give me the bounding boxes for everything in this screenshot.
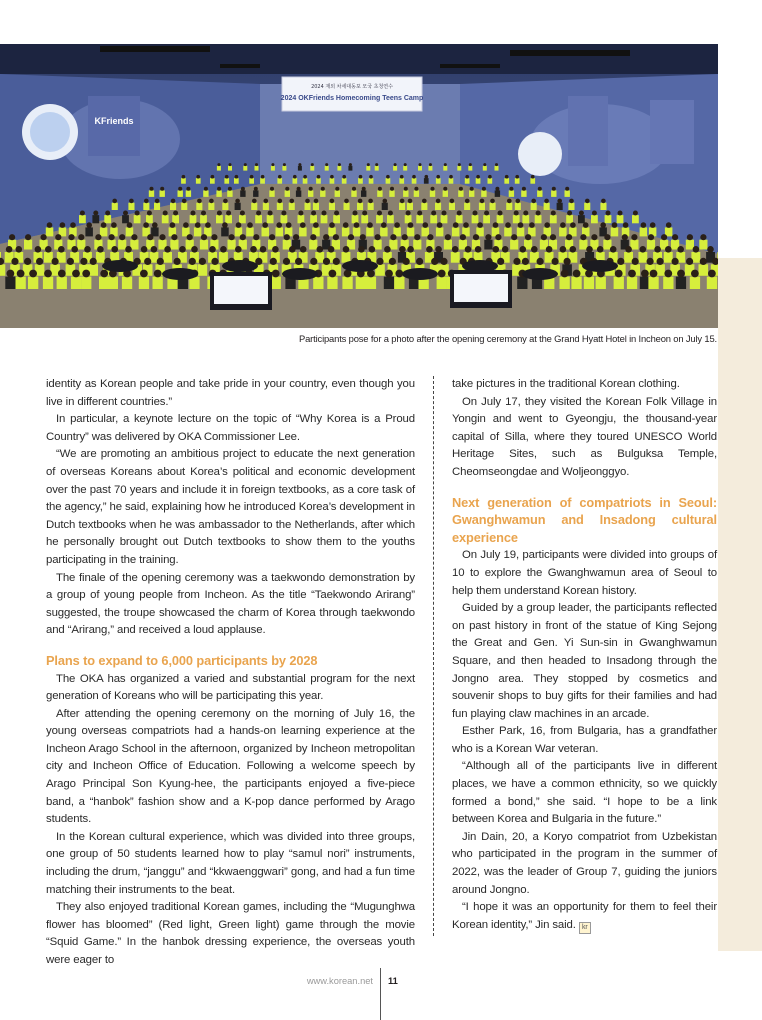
- participant: [407, 227, 415, 236]
- participant: [219, 252, 228, 263]
- side-banner-left: [88, 96, 140, 156]
- paragraph: On July 17, they visited the Korean Folk Village in Yongin and went to Gyeongju, the thousand-year capital of Silla, where they toured UNESCO World Heritage Sites, such as Bulguksa Temple, Cheomseongdae and Woljeonggyo.: [452, 395, 717, 478]
- participant: [313, 203, 319, 210]
- participant: [441, 215, 448, 223]
- side-banner-text: KFriends: [94, 116, 134, 126]
- participant: [203, 190, 208, 197]
- participant: [320, 190, 325, 197]
- participant: [611, 227, 619, 236]
- participant: [255, 215, 262, 223]
- participant: [707, 277, 717, 289]
- participant: [342, 178, 347, 184]
- participant: [269, 190, 274, 197]
- participant: [5, 277, 15, 289]
- participant: [413, 240, 421, 250]
- participant: [108, 277, 118, 289]
- participant: [342, 277, 352, 289]
- participant: [521, 190, 526, 197]
- participant: [369, 178, 374, 184]
- participant: [303, 178, 308, 184]
- participant: [531, 203, 537, 210]
- participant: [647, 240, 655, 250]
- participant: [351, 190, 356, 197]
- participant: [146, 215, 153, 223]
- participant: [170, 240, 178, 250]
- participant: [329, 203, 335, 210]
- paragraph: “We are promoting an ambitious project to educate the next generation of overseas Koreans about Korea’s political and economic development over the past 70 years and include it in foreign textbooks, as a core task of the agency,” he said, explaining how he introduced Korea’s development in Dutch textbooks when he was ambassador to the Netherlands, after which he personally brought out Dutch textbooks to show them to the youths participating in the training.: [46, 448, 415, 566]
- participant: [377, 190, 382, 197]
- camp-banner: [282, 77, 422, 111]
- participant: [412, 178, 417, 184]
- participant: [430, 190, 435, 197]
- participant: [342, 252, 351, 263]
- participant: [276, 227, 284, 236]
- participant: [422, 227, 430, 236]
- participant: [128, 203, 134, 210]
- participant: [243, 166, 247, 171]
- paragraph: “Although all of the participants live in different places, we have a common ethnicity, so we quickly formed a bond,” she said. “I hope to be a link between Korea and Bulgaria in the future.”: [452, 760, 717, 826]
- participant: [208, 203, 214, 210]
- participant: [407, 203, 413, 210]
- participant: [495, 190, 500, 197]
- participant: [437, 277, 447, 289]
- participant: [464, 203, 470, 210]
- participant: [399, 203, 405, 210]
- participant: [348, 166, 352, 171]
- participant: [118, 240, 126, 250]
- participant: [510, 240, 518, 250]
- participant: [282, 166, 286, 171]
- participant: [100, 227, 108, 236]
- participant: [327, 277, 337, 289]
- paragraph: In particular, a keynote lecture on the topic of “Why Korea is a Proud Country” was delivered by OKA Commissioner Lee.: [46, 413, 415, 443]
- participant: [240, 190, 245, 197]
- participant: [310, 166, 314, 171]
- participant: [262, 227, 270, 236]
- participant: [418, 166, 422, 171]
- participant: [568, 203, 574, 210]
- participant: [216, 215, 223, 223]
- participant: [228, 166, 232, 171]
- participant: [190, 215, 197, 223]
- participant: [640, 227, 648, 236]
- participant: [217, 166, 221, 171]
- participant: [281, 215, 288, 223]
- round-table: [582, 260, 618, 272]
- participant: [469, 190, 474, 197]
- participant: [584, 203, 590, 210]
- participant: [160, 190, 165, 197]
- article-left-column: [46, 376, 415, 970]
- round-table: [102, 260, 138, 272]
- participant: [690, 277, 700, 289]
- participant: [85, 227, 93, 236]
- participant: [251, 203, 257, 210]
- participant: [309, 240, 317, 250]
- participant: [483, 215, 490, 223]
- round-table: [282, 268, 318, 280]
- round-table: [522, 268, 558, 280]
- participant: [198, 264, 208, 276]
- participant: [358, 178, 363, 184]
- participant: [46, 227, 54, 236]
- participant: [376, 215, 383, 223]
- participant: [513, 215, 520, 223]
- participant: [221, 227, 229, 236]
- participant: [234, 178, 239, 184]
- participant: [414, 190, 419, 197]
- paragraph: In the Korean cultural experience, which was divided into three groups, one group of 50 students learned how to play “samul nori” instruments, including the drum, “janggu” and “kkwaenggwari” gong, and had a fun time matching their instruments to the beat.: [46, 830, 415, 896]
- participant: [79, 215, 86, 223]
- participant: [366, 166, 370, 171]
- participant: [424, 178, 429, 184]
- participant: [509, 190, 514, 197]
- participant: [186, 190, 191, 197]
- participant: [77, 240, 85, 250]
- participant: [456, 215, 463, 223]
- participant: [537, 190, 542, 197]
- participant: [504, 227, 512, 236]
- participant: [357, 203, 363, 210]
- paragraph: The finale of the opening ceremony was a taekwondo demonstration by a group of young people from Incheon. As the title “Taekwondo Arirang” suggested, the troupe showcased the charm of Korea through taekwondo and “Arirang,” and received a loud applause.: [46, 571, 415, 637]
- paragraph: Esther Park, 16, from Bulgaria, has a grandfather who is a Korean War veteran.: [452, 725, 717, 755]
- participant: [444, 240, 452, 250]
- participant: [393, 166, 397, 171]
- column-divider: [433, 376, 434, 936]
- participant: [497, 215, 504, 223]
- paragraph-text: “I hope it was an opportunity for them to feel their Korean identity,” Jin said.: [452, 901, 717, 931]
- participant: [263, 203, 269, 210]
- participant: [451, 252, 460, 263]
- participant: [96, 252, 105, 263]
- participant: [228, 240, 236, 250]
- participant: [699, 240, 707, 250]
- participant: [596, 277, 606, 289]
- participant: [149, 190, 154, 197]
- participant: [246, 227, 254, 236]
- participant: [428, 166, 432, 171]
- participant: [430, 215, 437, 223]
- section-heading: Plans to expand to 6,000 participants by 2028: [46, 652, 318, 668]
- participant: [296, 190, 301, 197]
- participant: [310, 215, 317, 223]
- paragraph: After attending the opening ceremony on the morning of July 16, the young overseas compatriots had a hands-on learning experience at the Incheon Arago School in the afternoon, organized by Incheon metropolitan city and Incheon Office of Education. Following a welcome speech by Arago Principal Son Kyung-hee, the participants enjoyed a five-piece band, a “hanbok” fashion show and a K-pop dance performed by Arago students.: [46, 707, 415, 826]
- participant: [196, 203, 202, 210]
- participant: [222, 203, 228, 210]
- participant: [112, 203, 118, 210]
- participant: [200, 240, 208, 250]
- participant: [172, 215, 179, 223]
- participant: [271, 277, 281, 289]
- participant: [517, 277, 527, 289]
- participant: [578, 215, 585, 223]
- beige-margin-strip: [718, 258, 762, 951]
- participant: [361, 215, 368, 223]
- participant: [535, 215, 542, 223]
- participant: [271, 166, 275, 171]
- participant: [181, 178, 186, 184]
- participant: [139, 277, 149, 289]
- participant: [591, 215, 598, 223]
- participant: [298, 215, 305, 223]
- paragraph: They also enjoyed traditional Korean games, including the “Mugunghwa flower has bloomed” (Red light, Green light) game through the movie “Squid Game.” In the hanbok dressing experience, the overseas youth were eager to: [46, 901, 415, 966]
- participant: [515, 203, 521, 210]
- participant: [342, 227, 350, 236]
- participant: [163, 252, 172, 263]
- participant: [530, 178, 535, 184]
- participant: [366, 227, 374, 236]
- participant: [479, 203, 485, 210]
- participant: [308, 190, 313, 197]
- participant: [24, 240, 32, 250]
- participant: [436, 227, 444, 236]
- participant: [664, 252, 673, 263]
- participant: [504, 178, 509, 184]
- participant: [200, 215, 207, 223]
- participant: [57, 277, 67, 289]
- participant: [550, 215, 557, 223]
- participant: [366, 277, 376, 289]
- participant: [81, 277, 91, 289]
- participant: [403, 166, 407, 171]
- participant: [648, 277, 658, 289]
- participant: [638, 252, 647, 263]
- participant: [344, 203, 350, 210]
- participant: [253, 190, 258, 197]
- participant: [472, 215, 479, 223]
- participant: [337, 166, 341, 171]
- footer-url[interactable]: www.korean.net: [306, 976, 373, 986]
- participant: [560, 277, 570, 289]
- participant: [285, 190, 290, 197]
- paragraph: Guided by a group leader, the participants reflected on past history in front of the statue of King Sejong the Great and Gen. Yi Sun-sin in Gwanghwamun Square, and then headed to Insadong through the Jongno area. They stopped by cosmetics and souvenir shops to buy gifts for their families and had fun playing claw machines in an arcade.: [452, 602, 717, 720]
- participant: [225, 215, 232, 223]
- paragraph: [452, 899, 717, 934]
- participant: [600, 203, 606, 210]
- participant: [584, 277, 594, 289]
- participant: [495, 166, 499, 171]
- participant: [490, 203, 496, 210]
- page-number: 11: [388, 976, 398, 986]
- participant: [267, 215, 274, 223]
- participant: [361, 190, 366, 197]
- participant: [235, 203, 241, 210]
- participant: [305, 203, 311, 210]
- participant: [443, 190, 448, 197]
- participant: [333, 215, 340, 223]
- participant: [289, 203, 295, 210]
- round-table: [222, 260, 258, 272]
- participant: [178, 190, 183, 197]
- participant: [579, 240, 587, 250]
- footer-rule: [380, 968, 381, 1020]
- participant: [387, 215, 394, 223]
- participant: [416, 215, 423, 223]
- photo-caption: Participants pose for a photo after the opening ceremony at the Grand Hyatt Hotel in Incheon on July 15.: [299, 333, 717, 344]
- participant: [389, 190, 394, 197]
- participant: [224, 178, 229, 184]
- participant: [325, 166, 329, 171]
- participant: [43, 277, 53, 289]
- participant: [627, 277, 637, 289]
- participant: [181, 203, 187, 210]
- participant: [255, 166, 259, 171]
- participant: [71, 277, 81, 289]
- participant: [405, 215, 412, 223]
- participant: [380, 227, 388, 236]
- participant: [216, 190, 221, 197]
- participant: [352, 215, 359, 223]
- event-group-photo: [0, 44, 718, 328]
- participant: [515, 178, 520, 184]
- participant: [0, 264, 5, 276]
- paragraph: take pictures in the traditional Korean clothing.: [452, 378, 680, 390]
- participant: [293, 178, 298, 184]
- article-right-column: [452, 376, 717, 934]
- end-mark-icon: kr: [579, 922, 591, 934]
- participant: [375, 166, 379, 171]
- participant: [686, 240, 694, 250]
- participant: [104, 215, 111, 223]
- participant: [126, 227, 134, 236]
- paragraph: On July 19, participants were divided into groups of 10 to explore the Gwanghwamun area of Seoul to help them understand Korean history.: [452, 549, 717, 597]
- participant: [356, 277, 366, 289]
- participant: [330, 178, 335, 184]
- participant: [321, 215, 328, 223]
- participant: [465, 178, 470, 184]
- participant: [196, 178, 201, 184]
- participant: [443, 166, 447, 171]
- participant: [44, 252, 53, 263]
- round-table: [162, 268, 198, 280]
- participant: [313, 277, 323, 289]
- participant: [663, 277, 673, 289]
- participant: [153, 277, 163, 289]
- participant: [557, 203, 563, 210]
- section-heading: Next generation of compatriots in Seoul: Gwanghwamun and Insadong cultural experience: [452, 494, 717, 545]
- group-photo-illustration: [0, 44, 718, 328]
- participant: [210, 178, 215, 184]
- participant: [260, 178, 265, 184]
- participant: [458, 190, 463, 197]
- participant: [227, 190, 232, 197]
- participant: [399, 178, 404, 184]
- participant: [403, 190, 408, 197]
- participant: [353, 227, 361, 236]
- participant: [566, 215, 573, 223]
- paragraph: Jin Dain, 20, a Koryo compatriot from Uzbekistan who participated in the program in the summer of 2022, was the leader of Group 7, guiding the juniors around Jongno.: [452, 830, 717, 896]
- participant: [699, 264, 709, 276]
- participant: [435, 203, 441, 210]
- participant: [170, 203, 176, 210]
- participant: [162, 215, 169, 223]
- participant: [559, 227, 567, 236]
- participant: [122, 277, 132, 289]
- participant: [298, 166, 302, 171]
- participant: [134, 215, 141, 223]
- round-table: [402, 268, 438, 280]
- banner-line1: 2024 재외 차세대동포 모국 초청연수: [311, 84, 393, 90]
- participant: [154, 203, 160, 210]
- participant: [551, 190, 556, 197]
- participant: [389, 240, 397, 250]
- participant: [277, 178, 282, 184]
- participant: [368, 203, 374, 210]
- participant: [517, 227, 525, 236]
- participant: [28, 277, 38, 289]
- participant: [614, 277, 624, 289]
- participant: [522, 215, 529, 223]
- participant: [382, 203, 388, 210]
- round-table: [342, 260, 378, 272]
- participant: [143, 203, 149, 210]
- participant: [476, 178, 481, 184]
- participant: [468, 166, 472, 171]
- participant: [335, 190, 340, 197]
- participant: [277, 203, 283, 210]
- participant: [457, 166, 461, 171]
- participant: [299, 227, 307, 236]
- participant: [617, 215, 624, 223]
- participant: [544, 203, 550, 210]
- participant: [436, 178, 441, 184]
- participant: [571, 277, 581, 289]
- participant: [122, 215, 129, 223]
- banner-line2: 2024 OKFriends Homecoming Teens Camp: [280, 95, 424, 102]
- paragraph: identity as Korean people and take pride in your country, even though you live in different countries.”: [46, 378, 415, 408]
- participant: [632, 215, 639, 223]
- participant: [249, 178, 254, 184]
- participant: [484, 240, 492, 250]
- participant: [394, 277, 404, 289]
- participant: [565, 190, 570, 197]
- participant: [605, 215, 612, 223]
- participant: [449, 203, 455, 210]
- participant: [316, 178, 321, 184]
- participant: [239, 215, 246, 223]
- participant: [421, 203, 427, 210]
- participant: [16, 277, 26, 289]
- participant: [92, 215, 99, 223]
- participant: [384, 277, 394, 289]
- participant: [194, 227, 202, 236]
- participant: [386, 178, 391, 184]
- participant: [488, 178, 493, 184]
- participant: [506, 203, 512, 210]
- participant: [449, 178, 454, 184]
- paragraph: The OKA has organized a varied and substantial program for the next generation of Koreans who will be participating this year.: [46, 672, 415, 703]
- participant: [483, 166, 487, 171]
- participant: [676, 277, 686, 289]
- emblem-right: [518, 132, 562, 176]
- participant: [452, 227, 460, 236]
- participant: [481, 190, 486, 197]
